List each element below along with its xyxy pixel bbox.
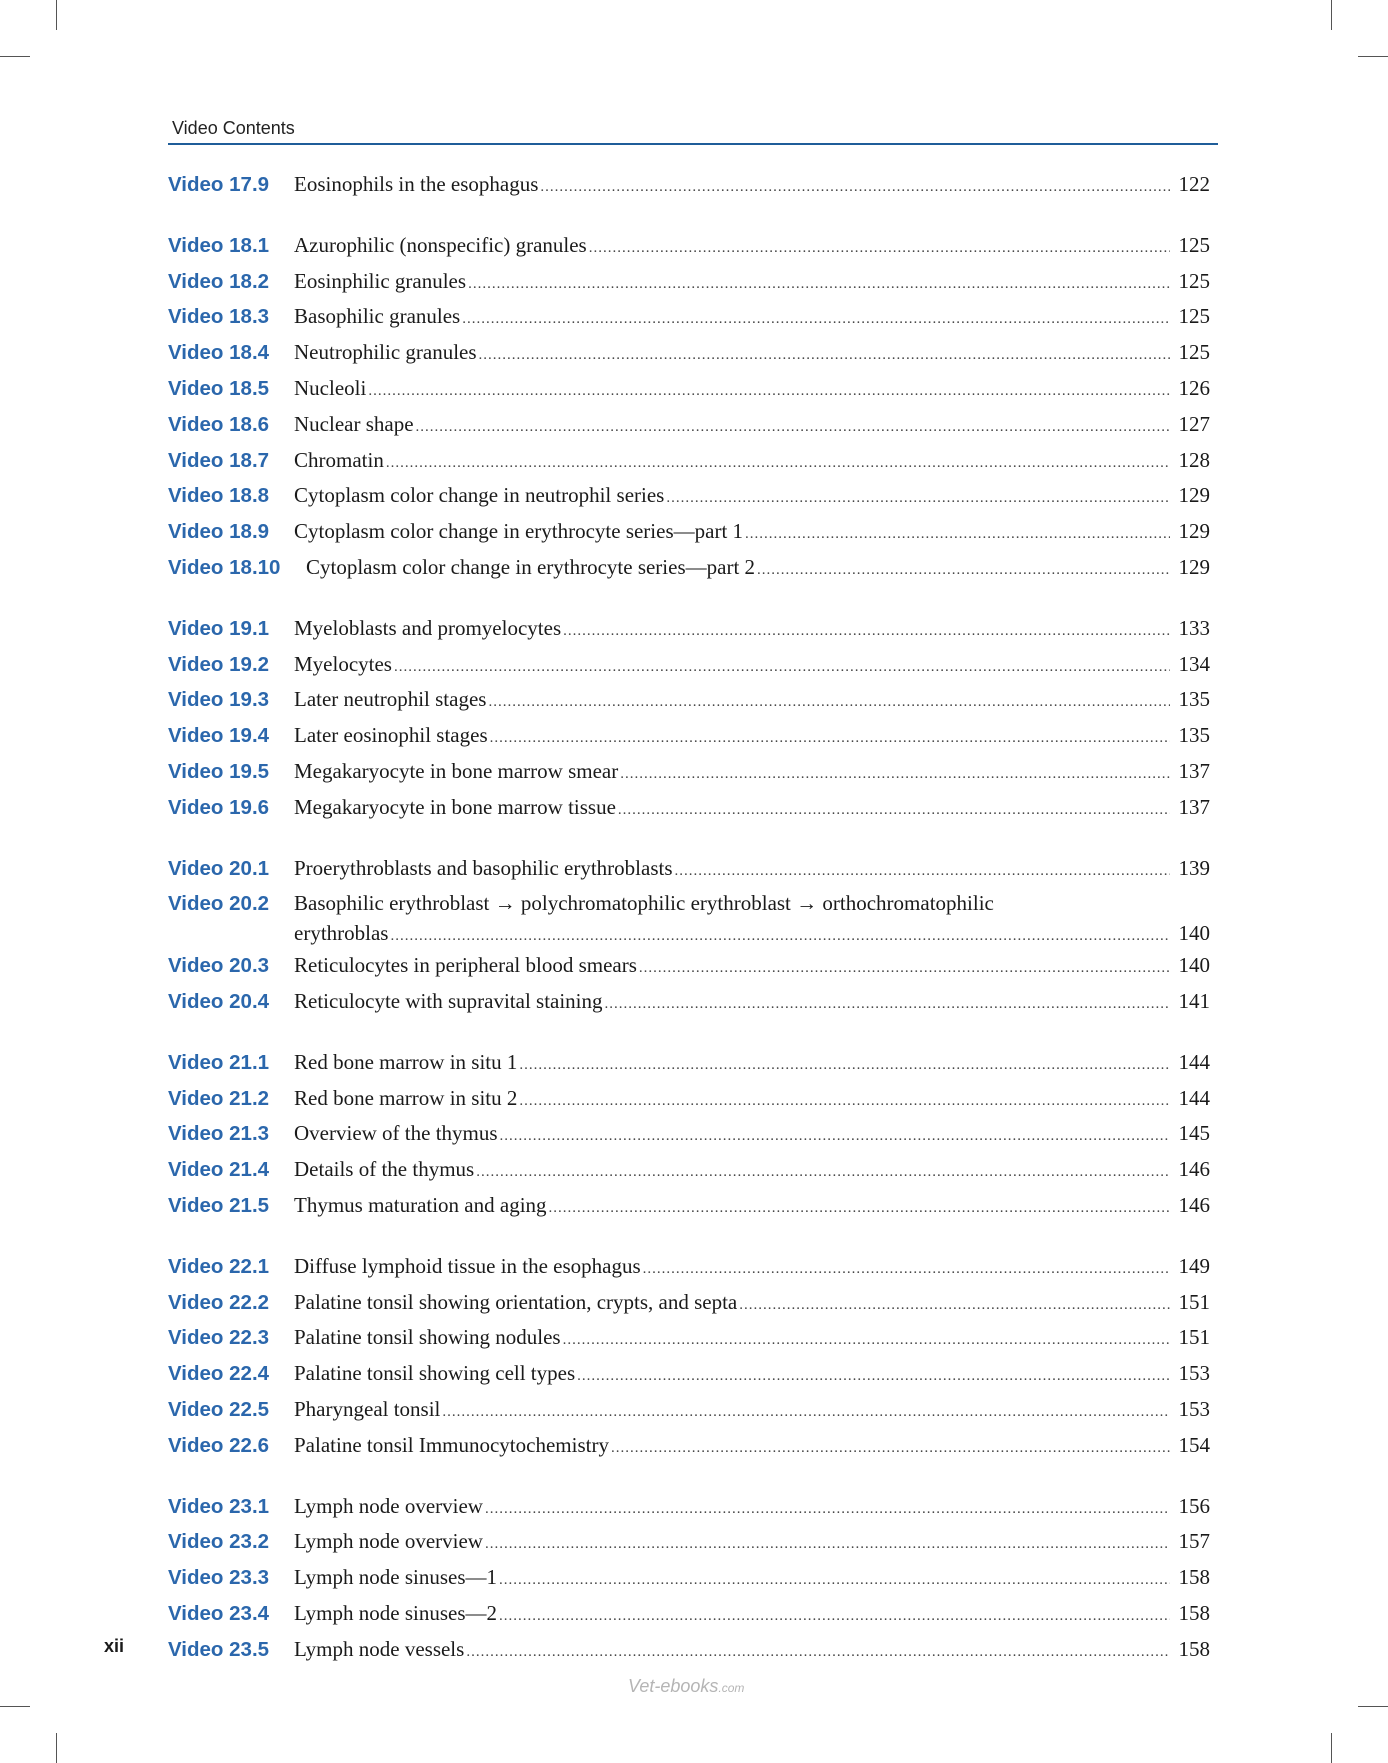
dot-leader <box>368 375 1170 408</box>
video-number[interactable]: Video 23.4 <box>168 1601 270 1625</box>
dot-leader <box>675 855 1170 888</box>
video-title: Megakaryocyte in bone marrow tissue <box>294 794 616 819</box>
video-title: Lymph node overview <box>294 1529 483 1554</box>
page-ref: 151 <box>1178 1289 1210 1314</box>
video-number[interactable]: Video 18.5 <box>168 376 270 400</box>
video-number[interactable]: Video 22.6 <box>168 1433 270 1457</box>
entry-body <box>294 1046 1210 1082</box>
toc-entry[interactable] <box>168 1429 1210 1465</box>
page-ref: 146 <box>1178 1157 1210 1182</box>
page-ref: 140 <box>1178 921 1210 946</box>
video-title: Lymph node sinuses—2 <box>294 1600 497 1625</box>
entry-body <box>294 1393 1210 1429</box>
crop-mark <box>1331 0 1332 30</box>
video-title: Later neutrophil stages <box>294 687 487 712</box>
toc-entry[interactable] <box>168 265 1210 301</box>
entry-body <box>294 336 1210 372</box>
page-ref: 126 <box>1178 375 1210 400</box>
watermark-text: Vet-ebooks <box>628 1676 719 1696</box>
video-title: Reticulocytes in peripheral blood smears <box>294 953 637 978</box>
dot-leader <box>476 1156 1170 1189</box>
entry-body <box>294 648 1210 684</box>
page-ref: 140 <box>1178 953 1210 978</box>
toc-entry[interactable] <box>168 168 1210 204</box>
crop-mark <box>56 0 57 30</box>
video-number[interactable]: Video 18.2 <box>168 269 270 293</box>
video-number[interactable]: Video 18.8 <box>168 484 270 508</box>
video-title: Neutrophilic granules <box>294 340 477 365</box>
dot-leader <box>488 686 1170 719</box>
toc-entry[interactable] <box>168 372 1210 408</box>
entry-body <box>294 408 1210 444</box>
crop-mark <box>1331 1733 1332 1763</box>
video-title: Red bone marrow in situ 2 <box>294 1085 518 1110</box>
video-number[interactable]: Video 19.4 <box>168 724 270 748</box>
entry-body <box>294 887 1210 949</box>
video-number[interactable]: Video 20.3 <box>168 954 270 978</box>
page-ref: 129 <box>1178 483 1210 508</box>
video-title: Later eosinophil stages <box>294 723 488 748</box>
toc-entry[interactable] <box>168 229 1210 265</box>
video-number[interactable]: Video 18.6 <box>168 412 270 436</box>
toc-entry[interactable] <box>168 515 1210 551</box>
entry-body <box>294 755 1210 791</box>
dot-leader <box>757 554 1170 587</box>
page-ref: 137 <box>1178 758 1210 783</box>
entry-body <box>294 300 1210 336</box>
toc-group <box>168 612 1210 827</box>
video-title: Red bone marrow in situ 1 <box>294 1049 518 1074</box>
page-ref: 133 <box>1178 615 1210 640</box>
dot-leader <box>390 923 1170 949</box>
video-title: Lymph node sinuses—1 <box>294 1565 497 1590</box>
video-title: Nuclear shape <box>294 411 414 436</box>
entry-body <box>294 515 1210 551</box>
toc-entry[interactable] <box>168 887 1210 949</box>
video-title: Eosinophils in the esophagus <box>294 172 539 196</box>
entry-body <box>294 229 1210 265</box>
toc-entry[interactable] <box>168 1321 1210 1357</box>
video-number[interactable]: Video 18.1 <box>168 233 270 257</box>
toc-entry[interactable] <box>168 648 1210 684</box>
video-number[interactable]: Video 21.3 <box>168 1122 270 1146</box>
page-ref: 144 <box>1178 1049 1210 1074</box>
toc-entry[interactable] <box>168 1046 1210 1082</box>
dot-leader <box>394 651 1170 684</box>
page-ref: 144 <box>1178 1085 1210 1110</box>
toc-entry[interactable] <box>168 551 1210 587</box>
dot-leader <box>643 1253 1170 1286</box>
video-number[interactable]: Video 21.2 <box>168 1086 270 1110</box>
dot-leader <box>618 794 1170 827</box>
video-number[interactable]: Video 18.9 <box>168 520 270 544</box>
video-number[interactable]: Video 20.1 <box>168 856 270 880</box>
page-ref: 135 <box>1178 723 1210 748</box>
toc-group <box>168 852 1210 1021</box>
entry-body <box>294 985 1210 1021</box>
dot-leader <box>499 1564 1170 1597</box>
entry-body <box>294 949 1210 985</box>
toc-entry[interactable] <box>168 949 1210 985</box>
dot-leader <box>519 1049 1170 1082</box>
page-ref: 146 <box>1178 1192 1210 1217</box>
toc-group <box>168 168 1210 204</box>
page-ref: 153 <box>1178 1361 1210 1386</box>
video-number[interactable]: Video 20.2 <box>168 892 270 916</box>
header-rule <box>168 143 1218 145</box>
toc-entry[interactable] <box>168 985 1210 1021</box>
toc-entry[interactable] <box>168 1393 1210 1429</box>
entry-body <box>294 1561 1210 1597</box>
entry-body <box>294 1429 1210 1465</box>
entry-body <box>294 683 1210 719</box>
dot-leader <box>466 1636 1170 1669</box>
dot-leader <box>462 303 1170 336</box>
video-number[interactable]: Video 19.5 <box>168 759 270 783</box>
video-number[interactable]: Video 21.1 <box>168 1050 270 1074</box>
toc-group <box>168 1250 1210 1465</box>
crop-mark <box>56 1733 57 1763</box>
page-ref: 135 <box>1178 687 1210 712</box>
toc-entry[interactable] <box>168 1357 1210 1393</box>
running-head: Video Contents <box>172 118 295 138</box>
page-number: xii <box>104 1636 125 1656</box>
crop-mark <box>1358 1706 1388 1707</box>
toc-entry[interactable] <box>168 1490 1210 1526</box>
dot-leader <box>519 1085 1170 1118</box>
dot-leader <box>386 447 1170 480</box>
dot-leader <box>563 615 1170 648</box>
page-ref: 134 <box>1178 651 1210 676</box>
dot-leader <box>745 518 1170 551</box>
video-number[interactable]: Video 20.4 <box>168 989 270 1013</box>
page-ref: 129 <box>1178 554 1210 579</box>
entry-body <box>294 1525 1210 1561</box>
video-number[interactable]: Video 22.3 <box>168 1326 270 1350</box>
video-title: Nucleoli <box>294 375 367 400</box>
toc-entry[interactable] <box>168 1153 1210 1189</box>
entry-body <box>294 791 1210 827</box>
page-ref: 128 <box>1178 447 1210 472</box>
page-ref: 158 <box>1178 1636 1210 1661</box>
video-number[interactable]: Video 18.3 <box>168 305 270 329</box>
watermark-suffix: .com <box>718 1681 745 1695</box>
dot-leader <box>485 1528 1170 1561</box>
video-title: Cytoplasm color change in erythrocyte series—part 1 <box>294 519 744 544</box>
toc-entry[interactable] <box>168 1189 1210 1225</box>
toc-entry[interactable] <box>168 852 1210 888</box>
toc-entry[interactable] <box>168 791 1210 827</box>
video-title-continued: erythroblas <box>294 921 389 946</box>
page-ref: 141 <box>1178 988 1210 1013</box>
video-title: Diffuse lymphoid tissue in the esophagus <box>294 1253 641 1278</box>
crop-mark <box>1358 56 1388 57</box>
toc-group <box>168 229 1210 587</box>
video-title: Lymph node vessels <box>294 1636 465 1661</box>
dot-leader <box>540 171 1170 204</box>
video-title: Basophilic granules <box>294 304 461 329</box>
dot-leader <box>739 1289 1170 1322</box>
page-ref: 158 <box>1178 1565 1210 1590</box>
video-title: Myelocytes <box>294 651 392 676</box>
dot-leader <box>479 339 1170 372</box>
toc-entry[interactable] <box>168 1597 1210 1633</box>
page-ref: 158 <box>1178 1600 1210 1625</box>
dot-leader <box>416 411 1170 444</box>
page-ref: 125 <box>1178 268 1210 293</box>
dot-leader <box>620 758 1170 791</box>
video-number[interactable]: Video 19.3 <box>168 688 270 712</box>
entry-body <box>294 719 1210 755</box>
video-number[interactable]: Video 19.1 <box>168 616 270 640</box>
dot-leader <box>611 1432 1170 1465</box>
toc-entry[interactable] <box>168 1117 1210 1153</box>
video-number[interactable]: Video 17.9 <box>168 173 270 196</box>
dot-leader <box>589 232 1170 265</box>
dot-leader <box>499 1600 1170 1633</box>
video-number[interactable]: Video 23.5 <box>168 1637 270 1661</box>
page-ref: 149 <box>1178 1253 1210 1278</box>
toc-entry[interactable] <box>168 1286 1210 1322</box>
toc-entry[interactable] <box>168 479 1210 515</box>
video-title: Reticulocyte with supravital staining <box>294 988 603 1013</box>
video-number[interactable]: Video 23.1 <box>168 1494 270 1518</box>
video-title: Proerythroblasts and basophilic erythroblasts <box>294 855 673 880</box>
toc-entry[interactable] <box>168 612 1210 648</box>
video-title: Lymph node overview <box>294 1493 483 1518</box>
video-number[interactable]: Video 19.6 <box>168 795 270 819</box>
page-ref: 139 <box>1178 855 1210 880</box>
entry-body <box>294 1286 1210 1322</box>
video-number[interactable]: Video 21.4 <box>168 1158 270 1182</box>
page-ref: 151 <box>1178 1325 1210 1350</box>
video-number[interactable]: Video 21.5 <box>168 1193 270 1217</box>
dot-leader <box>549 1192 1170 1225</box>
video-title: Cytoplasm color change in erythrocyte series—part 2 <box>306 554 756 579</box>
video-title: Palatine tonsil Immunocytochemistry <box>294 1432 609 1457</box>
video-title: Azurophilic (nonspecific) granules <box>294 232 587 257</box>
video-number[interactable]: Video 18.7 <box>168 448 270 472</box>
video-contents-list <box>168 168 1210 1693</box>
toc-entry[interactable] <box>168 1525 1210 1561</box>
toc-entry[interactable] <box>168 336 1210 372</box>
toc-group <box>168 1046 1210 1225</box>
dot-leader <box>468 268 1170 301</box>
entry-body <box>306 551 1210 587</box>
video-number[interactable]: Video 18.10 <box>168 555 281 579</box>
toc-entry[interactable] <box>168 1633 1210 1669</box>
toc-group <box>168 1490 1210 1669</box>
watermark-logo <box>628 1676 744 1697</box>
entry-body <box>294 612 1210 648</box>
toc-entry[interactable] <box>168 408 1210 444</box>
video-title: Palatine tonsil showing cell types <box>294 1361 576 1386</box>
page-ref: 157 <box>1178 1529 1210 1554</box>
dot-leader <box>500 1120 1170 1153</box>
toc-entry[interactable] <box>168 300 1210 336</box>
page-ref: 153 <box>1178 1396 1210 1421</box>
toc-entry[interactable] <box>168 683 1210 719</box>
dot-leader <box>577 1360 1170 1393</box>
dot-leader <box>639 952 1170 985</box>
toc-entry[interactable] <box>168 1250 1210 1286</box>
crop-mark <box>0 56 30 57</box>
entry-body <box>294 1082 1210 1118</box>
page-ref: 129 <box>1178 519 1210 544</box>
entry-body <box>294 1357 1210 1393</box>
page-ref: 122 <box>1178 172 1210 196</box>
video-number[interactable]: Video 22.2 <box>168 1290 270 1314</box>
page-ref: 156 <box>1178 1493 1210 1518</box>
page-ref: 127 <box>1178 411 1210 436</box>
title-continuation-line <box>294 920 1210 949</box>
video-title: Thymus maturation and aging <box>294 1192 547 1217</box>
entry-body <box>294 444 1210 480</box>
video-number[interactable]: Video 23.2 <box>168 1530 270 1554</box>
video-title: Basophilic erythroblast → polychromatophilic erythroblast → orthochromatophilic <box>294 891 994 916</box>
video-number[interactable]: Video 22.5 <box>168 1397 270 1421</box>
page-ref: 154 <box>1178 1432 1210 1457</box>
page-ref: 125 <box>1178 304 1210 329</box>
dot-leader <box>442 1396 1170 1429</box>
toc-entry[interactable] <box>168 755 1210 791</box>
page-ref: 125 <box>1178 340 1210 365</box>
toc-entry[interactable] <box>168 444 1210 480</box>
video-title: Eosinphilic granules <box>294 268 467 293</box>
entry-body <box>294 1633 1210 1669</box>
dot-leader <box>485 1493 1170 1526</box>
video-title: Megakaryocyte in bone marrow smear <box>294 758 619 783</box>
page-ref: 137 <box>1178 794 1210 819</box>
video-title: Cytoplasm color change in neutrophil series <box>294 483 665 508</box>
entry-body <box>294 1117 1210 1153</box>
entry-body <box>294 1321 1210 1357</box>
entry-body <box>294 265 1210 301</box>
video-number[interactable]: Video 23.3 <box>168 1566 270 1590</box>
crop-mark <box>0 1706 30 1707</box>
entry-body <box>294 479 1210 515</box>
video-number[interactable]: Video 18.4 <box>168 341 270 365</box>
video-title: Chromatin <box>294 447 384 472</box>
video-title: Details of the thymus <box>294 1157 475 1182</box>
entry-body <box>294 1153 1210 1189</box>
video-number[interactable]: Video 22.4 <box>168 1362 270 1386</box>
video-title: Palatine tonsil showing nodules <box>294 1325 561 1350</box>
video-title: Pharyngeal tonsil <box>294 1396 441 1421</box>
dot-leader <box>605 988 1170 1021</box>
entry-body <box>294 1490 1210 1526</box>
page-ref: 145 <box>1178 1121 1210 1146</box>
video-title: Overview of the thymus <box>294 1121 498 1146</box>
video-title: Palatine tonsil showing orientation, crypts, and septa <box>294 1289 738 1314</box>
entry-body <box>294 852 1210 888</box>
toc-entry[interactable] <box>168 1561 1210 1597</box>
video-number[interactable]: Video 19.2 <box>168 652 270 676</box>
entry-body <box>294 1597 1210 1633</box>
entry-body <box>294 1250 1210 1286</box>
dot-leader <box>490 722 1170 755</box>
entry-body <box>294 1189 1210 1225</box>
video-title: Myeloblasts and promyelocytes <box>294 615 562 640</box>
entry-body <box>294 168 1210 204</box>
dot-leader <box>563 1324 1170 1357</box>
page-ref: 125 <box>1178 232 1210 257</box>
dot-leader <box>666 482 1170 515</box>
entry-body <box>294 372 1210 408</box>
video-number[interactable]: Video 22.1 <box>168 1254 270 1278</box>
toc-entry[interactable] <box>168 719 1210 755</box>
toc-entry[interactable] <box>168 1082 1210 1118</box>
